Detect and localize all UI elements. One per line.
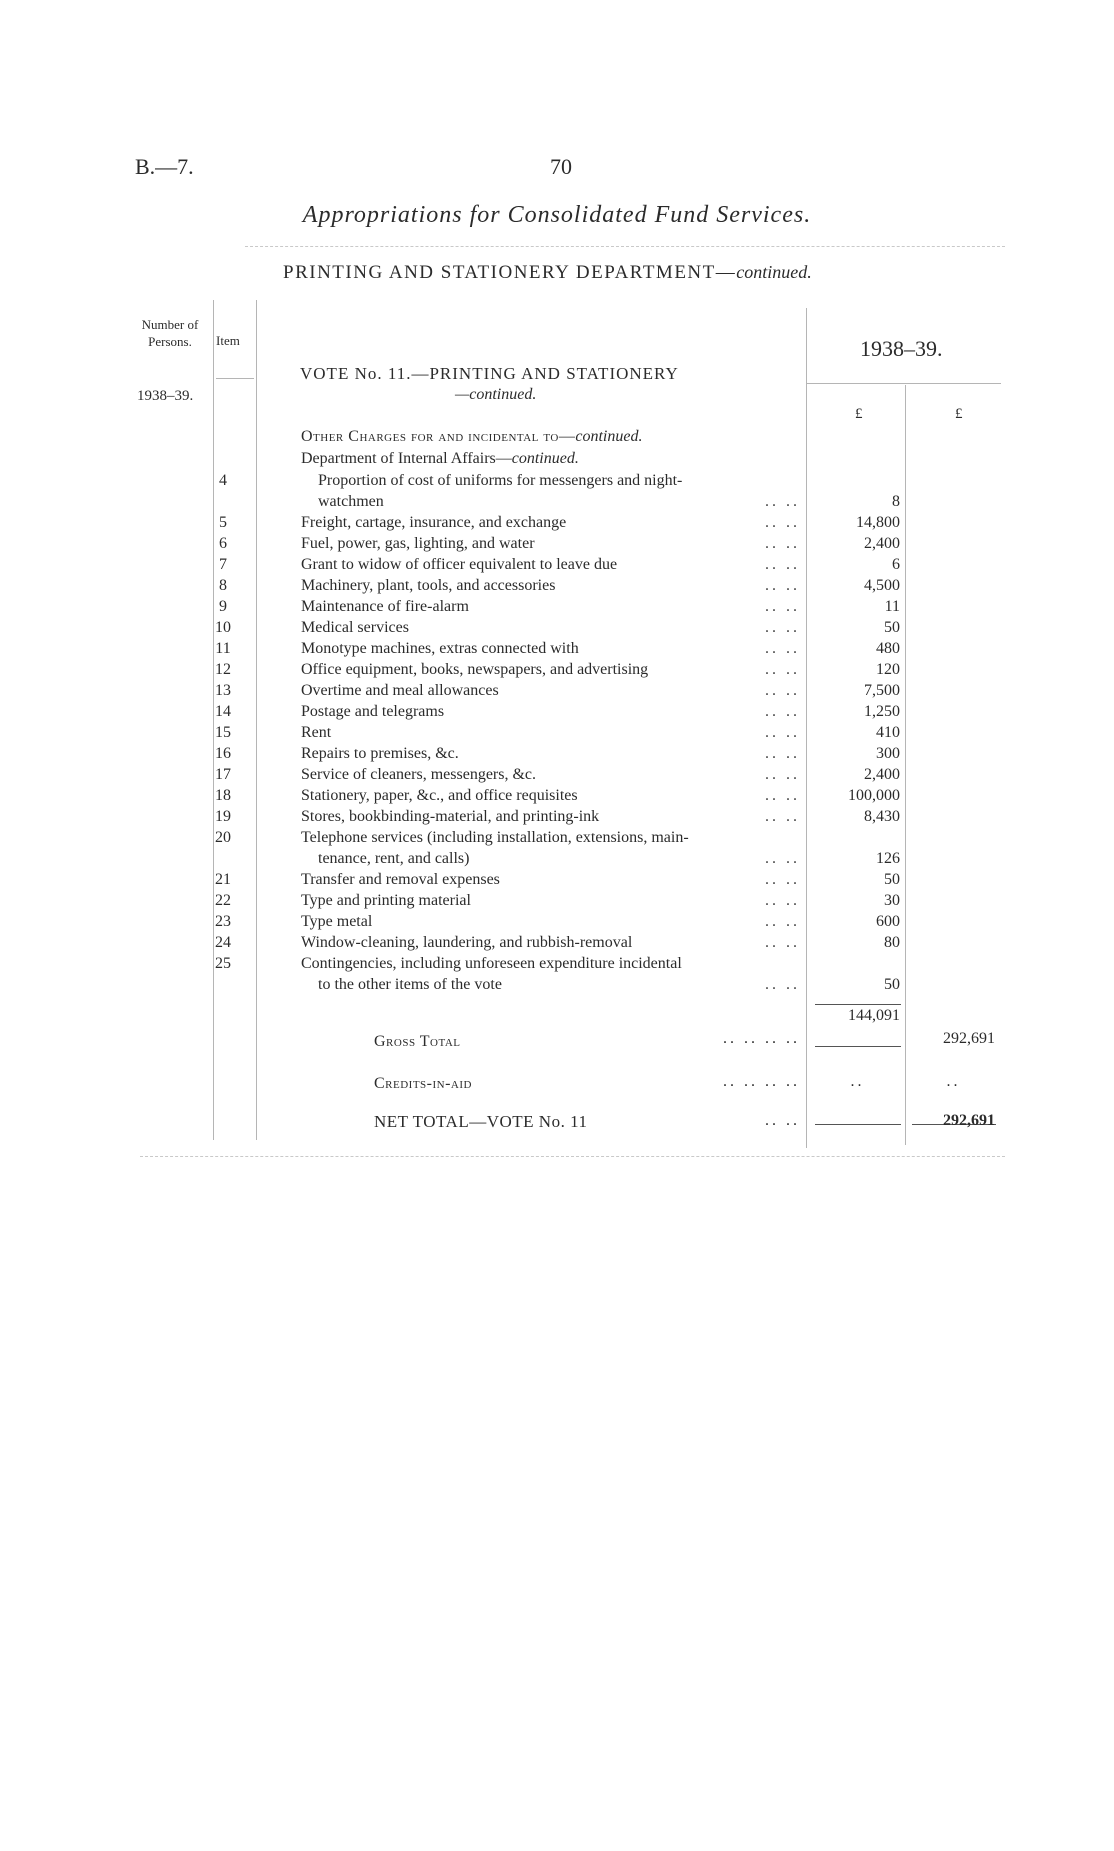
leader-dots: .. .. [765,871,800,888]
item-amount: 14,800 [856,514,900,531]
department-subheading-continued: continued. [511,450,579,467]
item-header: Item [216,333,240,348]
item-description: Overtime and meal allowances [301,682,499,699]
table-row [0,535,1114,556]
item-header-rule [216,378,254,379]
table-row [0,955,1114,997]
leader-dots: .. .. [765,640,800,657]
item-description: Medical services [301,619,409,636]
persons-year-header: 1938–39. [137,388,194,404]
item-amount: 600 [876,913,900,930]
item-description: Grant to widow of officer equivalent to leave due [301,556,618,573]
item-description: Proportion of cost of uniforms for messengers and night- [318,472,683,489]
table-row [0,913,1114,934]
item-number: 18 [215,787,231,804]
table-row [0,871,1114,892]
gross-total-amount: 292,691 [943,1030,995,1047]
item-number: 9 [219,598,227,615]
department-continued: continued. [736,262,812,282]
net-leader-dots: .. .. [765,1112,800,1129]
item-amount: 2,400 [864,535,900,552]
item-amount: 2,400 [864,766,900,783]
department-name: PRINTING AND STATIONERY DEPARTMENT— [283,262,737,283]
item-amount: 7,500 [864,682,900,699]
item-number: 7 [219,556,227,573]
table-row [0,787,1114,808]
item-number: 21 [215,871,231,888]
leader-dots: .. .. [765,556,800,573]
item-description: Postage and telegrams [301,703,445,720]
item-description: Window-cleaning, laundering, and rubbish-removal [301,934,633,951]
item-number: 14 [215,703,231,720]
item-description: Type metal [301,913,373,930]
gross-total-label: Gross Total [374,1033,461,1050]
currency-symbol-items: £ [855,406,863,422]
table-row [0,724,1114,745]
year-header: 1938–39. [860,336,943,361]
item-number: 16 [215,745,231,762]
item-description: Stationery, paper, &c., and office requisites [301,787,578,804]
leader-dots: .. .. [765,808,800,825]
table-row [0,829,1114,871]
item-amount: 126 [876,850,900,867]
page-number: 70 [550,154,572,179]
table-row [0,556,1114,577]
table-row [0,745,1114,766]
item-description: Freight, cartage, insurance, and exchange [301,514,567,531]
item-amount: 410 [876,724,900,741]
leader-dots: .. .. [765,514,800,531]
table-row [0,703,1114,724]
document-reference: B.—7. [135,154,194,179]
item-amount: 6 [892,556,900,573]
item-number: 15 [215,724,231,741]
item-number: 24 [215,934,231,951]
item-number: 8 [219,577,227,594]
item-description: Office equipment, books, newspapers, and advertising [301,661,649,678]
item-description-continued: tenance, rent, and calls) [318,850,470,867]
item-number: 23 [215,913,231,930]
table-row [0,682,1114,703]
item-number: 19 [215,808,231,825]
other-charges-continued: continued. [575,428,643,445]
leader-dots: .. .. [765,787,800,804]
leader-dots: .. .. [765,577,800,594]
leader-dots: .. .. [765,598,800,615]
other-charges-heading [301,428,642,446]
table-row [0,472,1114,514]
item-number: 13 [215,682,231,699]
item-description: Contingencies, including unforeseen expenditure incidental [301,955,682,972]
leader-dots: .. .. [765,619,800,636]
department-subheading-label: Department of Internal Affairs— [301,450,512,467]
department-subheading [301,450,579,468]
credits-leader-dots: .. .. .. .. [723,1073,800,1090]
credits-in-aid-label: Credits-in-aid [374,1075,472,1092]
leader-dots: .. .. [765,892,800,909]
item-amount: 50 [884,871,900,888]
item-description: Service of cleaners, messengers, &c. [301,766,537,783]
item-number: 20 [215,829,231,846]
item-amount: 300 [876,745,900,762]
item-description: Maintenance of fire-alarm [301,598,469,615]
item-description: Rent [301,724,332,741]
leader-dots: .. .. [765,724,800,741]
item-description: Transfer and removal expenses [301,871,500,888]
item-description: Machinery, plant, tools, and accessories [301,577,556,594]
item-number: 6 [219,535,227,552]
number-of-persons-header: Number of Persons. [141,317,199,349]
table-row [0,934,1114,955]
item-description-continued: watchmen [318,493,384,510]
net-rule-items [815,1124,901,1125]
item-amount: 1,250 [864,703,900,720]
subtotal-rule [815,1004,901,1005]
page-title: Appropriations for Consolidated Fund Services. [302,202,812,228]
table-row [0,514,1114,535]
table-row [0,766,1114,787]
item-amount: 80 [884,934,900,951]
table-row [0,619,1114,640]
leader-dots: .. .. [765,850,800,867]
leader-dots: .. .. [765,535,800,552]
vote-continued: —continued. [455,386,537,403]
credits-amount-items: .. [850,1073,865,1090]
item-description: Stores, bookbinding-material, and printing-ink [301,808,600,825]
item-amount: 8,430 [864,808,900,825]
item-description: Telephone services (including installation, extensions, main- [301,829,689,846]
item-description: Type and printing material [301,892,471,909]
item-amount: 50 [884,619,900,636]
item-amount: 4,500 [864,577,900,594]
item-number: 5 [219,514,227,531]
leader-dots: .. .. [765,976,800,993]
item-number: 25 [215,955,231,972]
item-number: 11 [215,640,231,657]
leader-dots: .. .. [765,766,800,783]
year-header-rule [806,383,1001,384]
item-amount: 50 [884,976,900,993]
table-row [0,892,1114,913]
item-amount: 120 [876,661,900,678]
item-amount: 100,000 [848,787,900,804]
item-amount: 30 [884,892,900,909]
item-number: 22 [215,892,231,909]
table-row [0,808,1114,829]
leader-dots: .. .. [765,661,800,678]
department-heading [283,262,812,284]
item-description: Repairs to premises, &c. [301,745,459,762]
leader-dots: .. .. [765,682,800,699]
table-row [0,577,1114,598]
item-amount: 11 [884,598,900,615]
item-number: 10 [215,619,231,636]
item-number: 4 [219,472,227,489]
table-row [0,598,1114,619]
leader-dots: .. .. [765,493,800,510]
item-description-continued: to the other items of the vote [318,976,502,993]
leader-dots: .. .. [765,934,800,951]
table-row [0,640,1114,661]
table-row [0,661,1114,682]
item-description: Fuel, power, gas, lighting, and water [301,535,535,552]
credits-amount-total: .. [946,1073,961,1090]
bottom-rule [140,1156,1005,1157]
leader-dots: .. .. [765,913,800,930]
item-amount: 480 [876,640,900,657]
other-charges-label: Other Charges for and incidental to— [301,428,576,445]
gross-rule [815,1046,901,1047]
item-description: Monotype machines, extras connected with [301,640,579,657]
subtotal-amount: 144,091 [848,1007,900,1024]
net-total-label: NET TOTAL—VOTE No. 11 [374,1112,588,1131]
top-rule [245,246,1005,247]
gross-leader-dots: .. .. .. .. [723,1030,800,1047]
item-number: 12 [215,661,231,678]
vote-title: VOTE No. 11.—PRINTING AND STATIONERY [300,364,679,383]
net-total-amount: 292,691 [943,1112,995,1129]
currency-symbol-total: £ [955,406,963,422]
item-amount: 8 [892,493,900,510]
leader-dots: .. .. [765,703,800,720]
item-number: 17 [215,766,231,783]
leader-dots: .. .. [765,745,800,762]
